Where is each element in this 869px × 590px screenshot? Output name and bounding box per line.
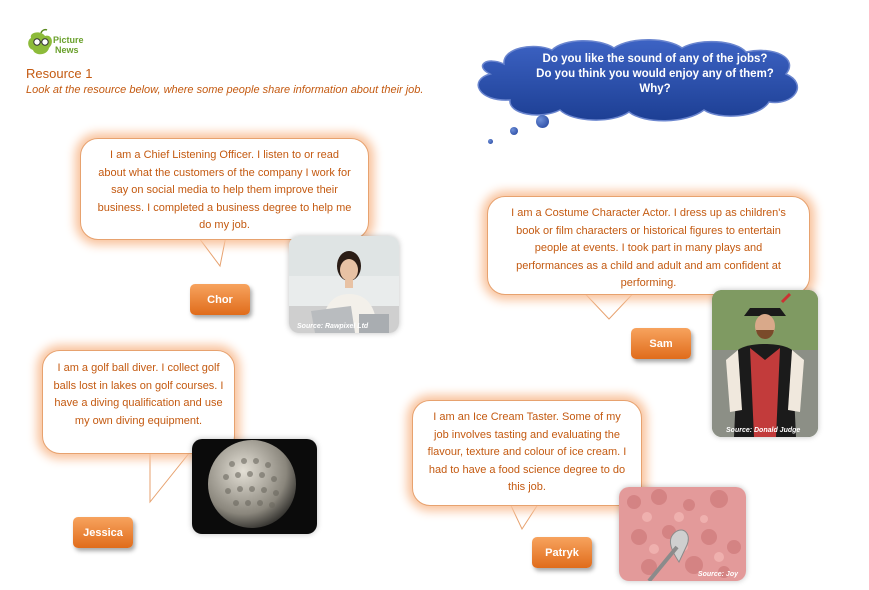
thought-dot-small: [488, 139, 493, 144]
jessica-photo: [192, 439, 317, 534]
sam-text: I am a Costume Character Actor. I dress up as children's book or film characters or historical figures to entertain people at events. I took part in many plays and performances as a child and adult and am confident at performing.: [511, 207, 786, 289]
logo-text: [53, 35, 84, 55]
patryk-text: I am an Ice Cream Taster. Some of my job involves tasting and evaluating the flavour, texture and colour of ice cream. I had to have a food science degree to do this job.: [427, 411, 627, 493]
sam-photo-source: Source: Donald Judge: [726, 427, 801, 434]
sam-photo: [712, 290, 818, 437]
sam-name-label: Sam: [631, 328, 691, 359]
cloud-line-3: Why?: [639, 83, 671, 95]
resource-subtitle: Look at the resource below, where some people share information about their job.: [26, 84, 424, 96]
cloud-line-2: Do you think you would enjoy any of them?: [536, 68, 774, 80]
chor-photo: [289, 236, 399, 333]
sam-speech-bubble: [487, 196, 810, 295]
patryk-photo: [619, 487, 746, 581]
chor-name-label: Chor: [190, 284, 250, 315]
resource-title: Resource 1: [26, 66, 93, 81]
chor-photo-source: Source: Rawpixel Ltd: [297, 323, 369, 330]
patryk-name-label: Patryk: [532, 537, 592, 568]
chor-speech-bubble: [80, 138, 369, 240]
thought-dot-large: [536, 115, 549, 128]
cloud-line-1: Do you like the sound of any of the jobs?: [542, 53, 768, 65]
cloud-question-text: [510, 52, 800, 97]
logo-line-1: Picture: [53, 35, 84, 45]
thought-dot-medium: [510, 127, 518, 135]
jessica-name-label: Jessica: [73, 517, 133, 548]
patryk-photo-source: Source: Joy: [697, 571, 738, 578]
jessica-text: I am a golf ball diver. I collect golf balls lost in lakes on golf courses. I have a diving qualification and use my own diving equipment.: [53, 362, 224, 427]
chor-text: I am a Chief Listening Officer. I listen to or read about what the customers of the company I work for say on social media to help them improve their business. I completed a business degree to help me do my job.: [97, 149, 352, 231]
patryk-speech-bubble: [412, 400, 642, 506]
logo-line-2: News: [55, 45, 79, 55]
